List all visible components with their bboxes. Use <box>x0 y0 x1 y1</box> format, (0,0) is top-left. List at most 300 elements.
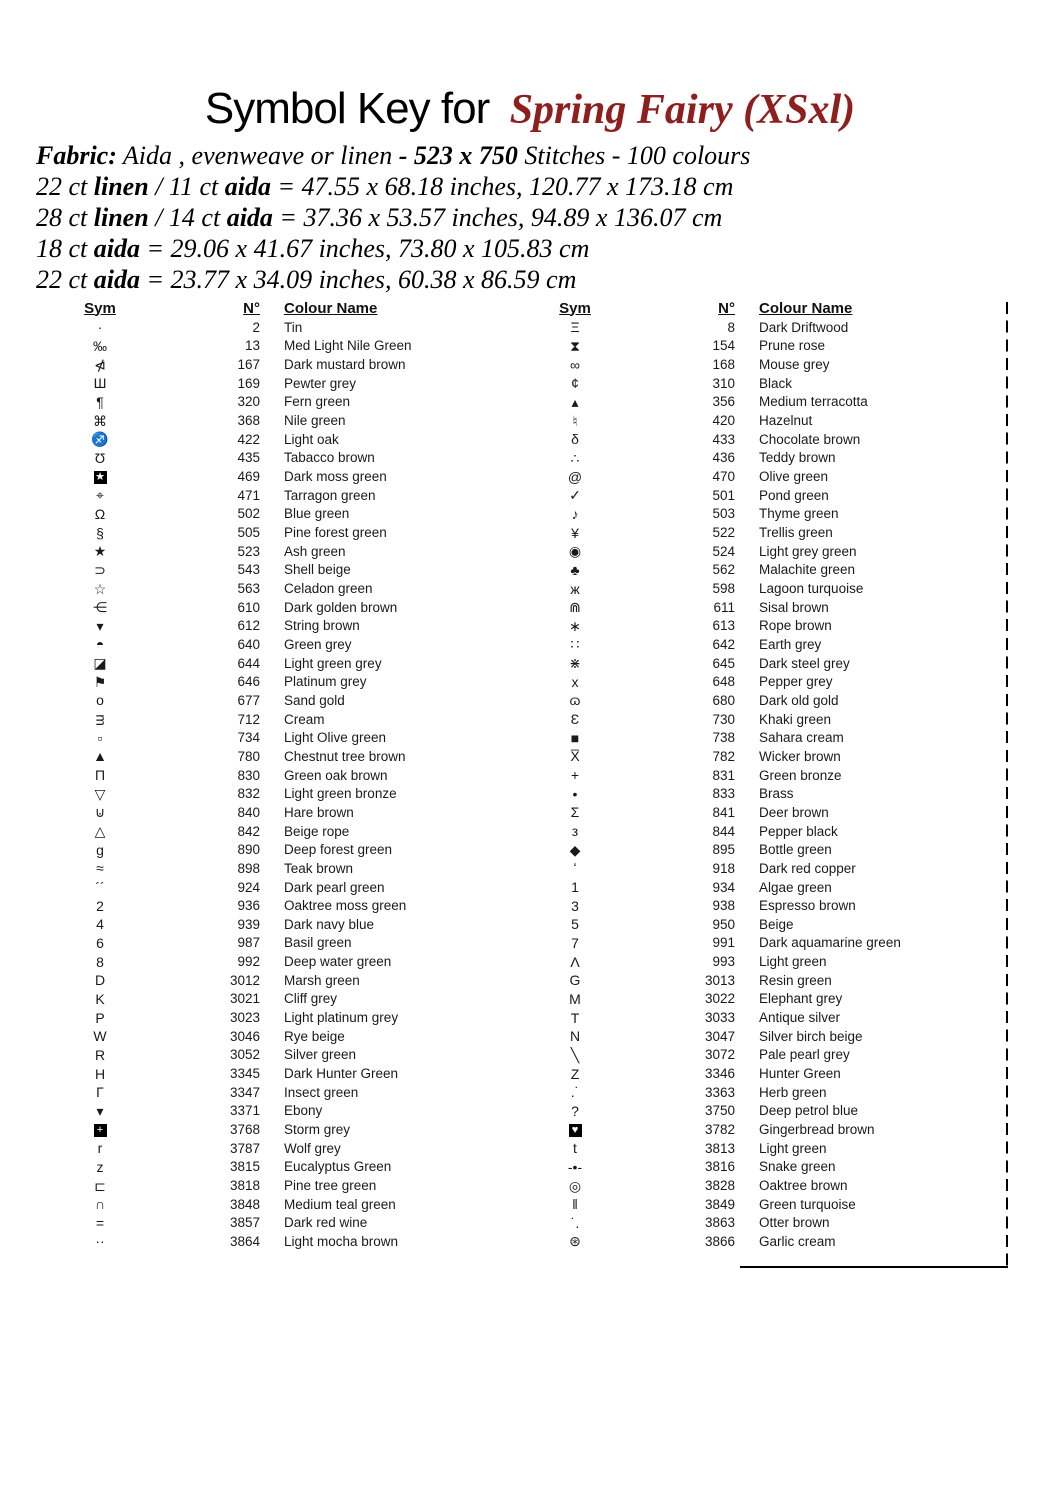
colour-name: Pond green <box>759 487 829 503</box>
colour-name: Teak brown <box>284 860 354 876</box>
colour-name: Olive green <box>759 469 829 485</box>
colour-name: Dark red wine <box>284 1215 368 1231</box>
key-row <box>535 915 1010 934</box>
thread-number: 924 <box>237 879 260 895</box>
stitch-symbol: ◉ <box>568 543 582 560</box>
thread-number: 13 <box>244 338 260 354</box>
stitch-symbol: ⚑ <box>93 673 107 690</box>
colour-name: Celadon green <box>284 581 373 597</box>
thread-number: 435 <box>237 450 260 466</box>
key-row <box>535 840 1010 859</box>
thread-number: 734 <box>237 730 260 746</box>
stitch-symbol: ¢ <box>571 375 579 392</box>
key-row <box>60 337 535 356</box>
key-row <box>60 1139 535 1158</box>
colour-name: Oaktree brown <box>759 1178 848 1194</box>
colour-name: Beige rope <box>284 823 350 839</box>
thread-number: 2 <box>252 319 260 335</box>
key-row <box>535 952 1010 971</box>
colour-name: Beige <box>759 916 794 932</box>
key-row <box>60 710 535 729</box>
stitch-symbol: 7 <box>571 934 579 951</box>
stitch-symbol: ⋲ <box>93 599 107 616</box>
key-row <box>60 374 535 393</box>
colour-name: Dark mustard brown <box>284 357 406 373</box>
key-row <box>535 1027 1010 1046</box>
stitch-symbol: Z <box>570 1065 580 1082</box>
thread-number: 8 <box>727 319 735 335</box>
stitch-symbol: ▲ <box>93 748 107 765</box>
key-row <box>60 672 535 691</box>
stitch-symbol: Ɛ <box>570 711 580 728</box>
stitch-symbol: Ξ <box>570 319 580 336</box>
thread-number: 934 <box>712 879 735 895</box>
colour-name: Hazelnut <box>759 413 813 429</box>
thread-number: 505 <box>237 525 260 541</box>
colour-name: Hare brown <box>284 804 354 820</box>
colour-name: Wolf grey <box>284 1140 341 1156</box>
key-row <box>535 486 1010 505</box>
key-row <box>535 355 1010 374</box>
thread-number: 644 <box>237 655 260 671</box>
thread-number: 3021 <box>229 991 260 1007</box>
thread-number: 3866 <box>704 1233 735 1249</box>
thread-number: 3022 <box>704 991 735 1007</box>
stitch-symbol: 3 <box>571 897 579 914</box>
stitch-symbol: H <box>94 1065 106 1082</box>
thread-number: 422 <box>237 431 260 447</box>
key-row <box>60 1195 535 1214</box>
key-row <box>60 449 535 468</box>
stitch-symbol <box>60 1122 140 1137</box>
key-row <box>535 654 1010 673</box>
colour-name: Med Light Nile Green <box>284 338 412 354</box>
key-row <box>535 579 1010 598</box>
stitch-symbol: Ш <box>93 375 107 392</box>
colour-name: Sand gold <box>284 692 345 708</box>
key-row <box>60 1158 535 1177</box>
thread-number: 3347 <box>229 1084 260 1100</box>
header-sym: Sym <box>559 299 591 317</box>
key-row <box>535 1214 1010 1233</box>
thread-number: 950 <box>712 916 735 932</box>
key-row <box>535 467 1010 486</box>
stitch-symbol: ж <box>570 580 580 597</box>
stitch-symbol: G <box>569 972 581 989</box>
stitch-symbol: ◎ <box>568 1177 582 1194</box>
thread-number: 918 <box>712 860 735 876</box>
key-row <box>60 766 535 785</box>
stitch-symbol: ☆ <box>93 580 107 597</box>
key-row <box>535 617 1010 636</box>
colour-name: Dark old gold <box>759 692 839 708</box>
colour-name: Deer brown <box>759 804 829 820</box>
key-row <box>60 542 535 561</box>
stitch-symbol: ✓ <box>569 487 581 504</box>
stitch-symbol: ▽ <box>94 785 106 802</box>
colour-name: Dark pearl green <box>284 879 385 895</box>
key-row <box>535 1008 1010 1027</box>
stitch-symbol: @ <box>567 468 583 485</box>
thread-number: 3818 <box>229 1178 260 1194</box>
colour-name: Rope brown <box>759 618 832 634</box>
stitch-symbol: ‰ <box>93 337 107 354</box>
key-row <box>535 374 1010 393</box>
thread-number: 3813 <box>704 1140 735 1156</box>
thread-number: 3052 <box>229 1047 260 1063</box>
thread-number: 3815 <box>229 1159 260 1175</box>
thread-number: 712 <box>237 711 260 727</box>
key-rows-left <box>60 318 535 1251</box>
key-row <box>535 934 1010 953</box>
stitch-symbol: ∷ <box>570 636 580 653</box>
stitch-symbol: ∗ <box>569 617 581 634</box>
thread-number: 3750 <box>704 1103 735 1119</box>
stitch-symbol: ⊃ <box>94 561 106 578</box>
stitch-symbol: x <box>571 673 579 690</box>
colour-name: Rye beige <box>284 1028 345 1044</box>
colour-name: Light green <box>759 954 827 970</box>
colour-name: Malachite green <box>759 562 856 578</box>
thread-number: 840 <box>237 804 260 820</box>
colour-name: Dark golden brown <box>284 599 398 615</box>
colour-name: Resin green <box>759 972 832 988</box>
key-row <box>60 1232 535 1251</box>
colour-name: Prune rose <box>759 338 826 354</box>
colour-name: Snake green <box>759 1159 836 1175</box>
key-row <box>535 1102 1010 1121</box>
key-row <box>60 822 535 841</box>
stitch-symbol: ⌘ <box>93 412 107 429</box>
key-row <box>535 1083 1010 1102</box>
colour-name: Pepper black <box>759 823 838 839</box>
stitch-symbol: P <box>95 1009 105 1026</box>
stitch-symbol: ¥ <box>571 524 579 541</box>
thread-number: 420 <box>712 413 735 429</box>
thread-number: 368 <box>237 413 260 429</box>
colour-name: Deep petrol blue <box>759 1103 859 1119</box>
colour-name: Elephant grey <box>759 991 843 1007</box>
symbol-key-table <box>60 298 1010 1251</box>
key-row <box>60 598 535 617</box>
stitch-symbol: -•- <box>567 1158 583 1175</box>
pattern-name: Spring Fairy (XSxl) <box>509 87 856 133</box>
thread-number: 471 <box>237 487 260 503</box>
key-row <box>60 561 535 580</box>
colour-name: Light platinum grey <box>284 1010 399 1026</box>
header-colour-name: Colour Name <box>284 299 378 317</box>
thread-number: 890 <box>237 842 260 858</box>
colour-name: Green turquoise <box>759 1196 856 1212</box>
stitch-symbol: ▫ <box>97 729 103 746</box>
fabric-line: Fabric: Aida , evenweave or linen - 523 x 750 Stitches - 100 colours <box>36 141 751 170</box>
key-column-left <box>60 298 535 1251</box>
stitch-symbol: ∞ <box>570 356 580 373</box>
key-row <box>535 318 1010 337</box>
key-row <box>535 1064 1010 1083</box>
stitch-symbol: o <box>96 692 104 709</box>
stitch-symbol: 5 <box>571 916 579 933</box>
thread-number: 895 <box>712 842 735 858</box>
thread-number: 3849 <box>704 1196 735 1212</box>
key-rows-right <box>535 318 1010 1251</box>
key-row <box>535 859 1010 878</box>
stitch-symbol: ■ <box>570 729 580 746</box>
key-row <box>60 1064 535 1083</box>
stitch-symbol: ˙. <box>570 1214 580 1231</box>
stitch-symbol: ▾ <box>96 617 104 634</box>
thread-number: 991 <box>712 935 735 951</box>
key-row <box>535 878 1010 897</box>
header-sym: Sym <box>84 299 116 317</box>
inverse-symbol-box: ★ <box>95 470 105 483</box>
thread-number: 502 <box>237 506 260 522</box>
key-row <box>60 486 535 505</box>
key-row <box>535 896 1010 915</box>
thread-number: 830 <box>237 767 260 783</box>
thread-number: 524 <box>712 543 735 559</box>
stitch-symbol: N <box>569 1028 581 1045</box>
thread-number: 832 <box>237 786 260 802</box>
thread-number: 523 <box>237 543 260 559</box>
colour-name: Light green bronze <box>284 786 397 802</box>
stitch-symbol: t <box>573 1140 577 1157</box>
key-row <box>535 1176 1010 1195</box>
key-row <box>60 1083 535 1102</box>
thread-number: 3787 <box>229 1140 260 1156</box>
colour-name: Medium teal green <box>284 1196 396 1212</box>
key-row <box>60 1120 535 1139</box>
thread-number: 356 <box>712 394 735 410</box>
key-row <box>535 1195 1010 1214</box>
stitch-symbol: ▾ <box>96 1102 104 1119</box>
colour-name: Deep forest green <box>284 842 393 858</box>
thread-number: 433 <box>712 431 735 447</box>
colour-name: Pine forest green <box>284 525 387 541</box>
stitch-symbol: T <box>570 1009 580 1026</box>
colour-name: Sisal brown <box>759 599 829 615</box>
thread-number: 3848 <box>229 1196 260 1212</box>
colour-name: Dark Hunter Green <box>284 1066 399 1082</box>
fabric-info <box>36 140 1040 295</box>
colour-name: Silver green <box>284 1047 357 1063</box>
key-row <box>535 691 1010 710</box>
key-row <box>535 803 1010 822</box>
stitch-symbol: ⊍ <box>94 804 106 821</box>
colour-name: Basil green <box>284 935 352 951</box>
key-row <box>535 598 1010 617</box>
key-row <box>60 784 535 803</box>
colour-name: Green oak brown <box>284 767 388 783</box>
key-row <box>535 710 1010 729</box>
key-row <box>60 467 535 486</box>
thread-number: 436 <box>712 450 735 466</box>
colour-name: Earth grey <box>759 636 822 652</box>
colour-name: Algae green <box>759 879 832 895</box>
thread-number: 780 <box>237 748 260 764</box>
stitch-symbol: 8 <box>96 953 104 970</box>
key-row <box>60 1176 535 1195</box>
stitch-symbol: r <box>97 1140 103 1157</box>
thread-number: 613 <box>712 618 735 634</box>
key-row <box>535 766 1010 785</box>
page-title: Symbol Key for <box>204 84 490 133</box>
thread-number: 898 <box>237 860 260 876</box>
stitch-symbol: 1 <box>571 879 579 896</box>
thread-number: 833 <box>712 786 735 802</box>
key-row <box>60 990 535 1009</box>
colour-name: Lagoon turquoise <box>759 581 864 597</box>
thread-number: 645 <box>712 655 735 671</box>
key-row <box>60 579 535 598</box>
thread-number: 167 <box>237 357 260 373</box>
stitch-symbol: ◪ <box>93 655 107 672</box>
colour-name: Thyme green <box>759 506 839 522</box>
key-row <box>60 1214 535 1233</box>
colour-name: Ebony <box>284 1103 323 1119</box>
colour-name: Pepper grey <box>759 674 833 690</box>
colour-name: Light mocha brown <box>284 1233 399 1249</box>
thread-number: 782 <box>712 748 735 764</box>
key-row <box>60 971 535 990</box>
colour-name: Chocolate brown <box>759 431 861 447</box>
thread-number: 168 <box>712 357 735 373</box>
key-row <box>535 1139 1010 1158</box>
stitch-symbol: ´´ <box>95 879 105 896</box>
colour-name: Pale pearl grey <box>759 1047 850 1063</box>
fabric-line: 18 ct aida = 29.06 x 41.67 inches, 73.80 x 105.83 cm <box>36 234 590 263</box>
key-row <box>535 822 1010 841</box>
thread-number: 3033 <box>704 1010 735 1026</box>
stitch-symbol: ⋪ <box>94 356 106 373</box>
colour-name: Tarragon green <box>284 487 376 503</box>
key-row <box>535 728 1010 747</box>
stitch-symbol: ∴ <box>570 449 580 466</box>
colour-name: Black <box>759 375 793 391</box>
colour-name: Antique silver <box>759 1010 841 1026</box>
stitch-symbol: Σ <box>570 804 580 821</box>
key-row <box>60 952 535 971</box>
colour-name: Pine tree green <box>284 1178 377 1194</box>
key-row <box>60 859 535 878</box>
colour-name: Otter brown <box>759 1215 830 1231</box>
thread-number: 612 <box>237 618 260 634</box>
stitch-symbol: · <box>97 319 103 336</box>
key-header-row <box>60 298 535 318</box>
key-row <box>535 1120 1010 1139</box>
stitch-symbol: D <box>94 972 106 989</box>
stitch-symbol: ⋇ <box>569 655 581 672</box>
colour-name: Oaktree moss green <box>284 898 407 914</box>
stitch-symbol: Π <box>94 767 106 784</box>
thread-number: 831 <box>712 767 735 783</box>
thread-number: 3857 <box>229 1215 260 1231</box>
colour-name: Trellis green <box>759 525 833 541</box>
colour-name: Ash green <box>284 543 346 559</box>
colour-name: Light green grey <box>284 655 382 671</box>
colour-name: Dark navy blue <box>284 916 375 932</box>
stitch-symbol: ? <box>571 1102 579 1119</box>
thread-number: 3363 <box>704 1084 735 1100</box>
colour-name: Blue green <box>284 506 350 522</box>
colour-name: Insect green <box>284 1084 359 1100</box>
colour-name: Fern green <box>284 394 351 410</box>
stitch-symbol: ʻ <box>573 860 577 877</box>
key-row <box>60 505 535 524</box>
colour-name: Dark steel grey <box>759 655 850 671</box>
fabric-line: 28 ct linen / 14 ct aida = 37.36 x 53.57 inches, 94.89 x 136.07 cm <box>36 203 723 232</box>
key-row <box>535 411 1010 430</box>
stitch-symbol: R <box>94 1046 106 1063</box>
stitch-symbol: ᴟ <box>95 711 105 728</box>
stitch-symbol: ◆ <box>569 841 581 858</box>
key-row <box>60 411 535 430</box>
colour-name: Medium terracotta <box>759 394 868 410</box>
thread-number: 543 <box>237 562 260 578</box>
stitch-symbol: 4 <box>96 916 104 933</box>
stitch-symbol: 6 <box>96 934 104 951</box>
key-row <box>535 1232 1010 1251</box>
page-title-row <box>0 84 1060 134</box>
stitch-symbol: g <box>96 841 104 858</box>
fabric-line: 22 ct linen / 11 ct aida = 47.55 x 68.18 inches, 120.77 x 173.18 cm <box>36 172 734 201</box>
key-row <box>60 318 535 337</box>
thread-number: 844 <box>712 823 735 839</box>
colour-name: Dark aquamarine green <box>759 935 901 951</box>
colour-name: Tin <box>284 319 303 335</box>
thread-number: 3863 <box>704 1215 735 1231</box>
key-row <box>535 542 1010 561</box>
colour-name: Eucalyptus Green <box>284 1159 392 1175</box>
colour-name: Marsh green <box>284 972 360 988</box>
stitch-symbol: ‖ <box>572 1196 578 1213</box>
stitch-symbol: Ω <box>94 505 106 522</box>
thread-number: 3828 <box>704 1178 735 1194</box>
stitch-symbol: M <box>569 990 581 1007</box>
thread-number: 730 <box>712 711 735 727</box>
colour-name: Herb green <box>759 1084 827 1100</box>
colour-name: Shell beige <box>284 562 351 578</box>
thread-number: 598 <box>712 581 735 597</box>
key-row <box>60 896 535 915</box>
colour-name: Teddy brown <box>759 450 836 466</box>
key-row <box>535 990 1010 1009</box>
thread-number: 469 <box>237 469 260 485</box>
key-row <box>60 523 535 542</box>
colour-name: Light oak <box>284 431 339 447</box>
key-header-row <box>535 298 1010 318</box>
stitch-symbol: • <box>572 785 578 802</box>
key-row <box>60 934 535 953</box>
right-border-line <box>1006 302 1008 1268</box>
colour-name: Pewter grey <box>284 375 357 391</box>
stitch-symbol: + <box>570 767 580 784</box>
thread-number: 470 <box>712 469 735 485</box>
stitch-symbol: ♐ <box>91 431 109 448</box>
key-row <box>535 1046 1010 1065</box>
thread-number: 680 <box>712 692 735 708</box>
thread-number: 3013 <box>704 972 735 988</box>
thread-number: 640 <box>237 636 260 652</box>
key-row <box>60 1008 535 1027</box>
colour-name: Hunter Green <box>759 1066 841 1082</box>
colour-name: Dark red copper <box>759 860 856 876</box>
inverse-symbol-box: ♥ <box>569 1124 582 1137</box>
stitch-symbol: ⌖ <box>96 487 104 504</box>
key-row <box>535 635 1010 654</box>
colour-name: Green bronze <box>759 767 842 783</box>
thread-number: 987 <box>237 935 260 951</box>
